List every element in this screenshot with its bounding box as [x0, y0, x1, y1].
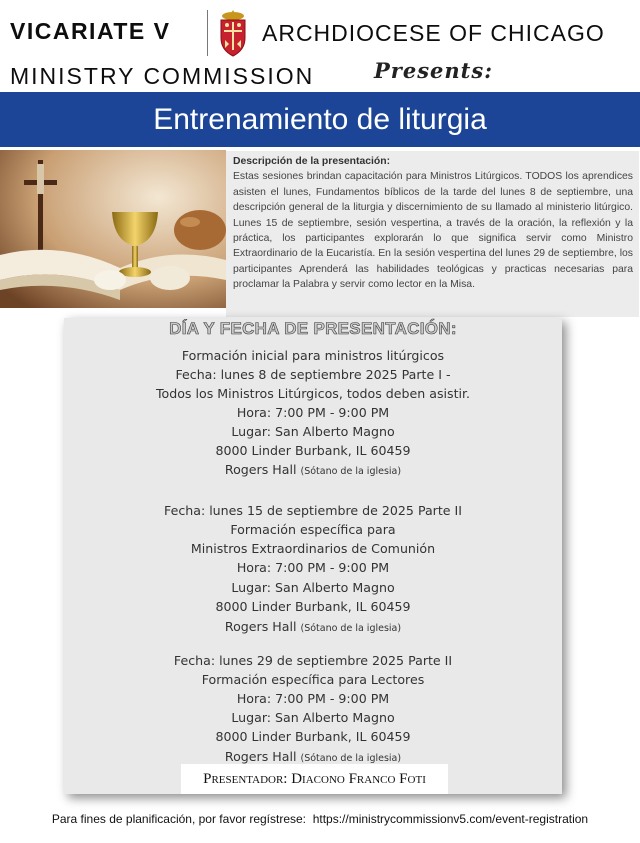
- session1-room-name: Rogers Hall: [224, 462, 297, 477]
- liturgy-photo: [0, 150, 226, 308]
- session2-line3: Ministros Extraordinarios de Comunión: [190, 541, 436, 556]
- session2-time: Hora: 7:00 PM - 9:00 PM: [236, 560, 390, 575]
- session3-room-name: Rogers Hall: [224, 749, 297, 764]
- session1-time: Hora: 7:00 PM - 9:00 PM: [236, 405, 390, 420]
- session1-place: Lugar: San Alberto Magno: [231, 424, 395, 439]
- session1-line3: Todos los Ministros Litúrgicos, todos deben asistir.: [155, 386, 471, 401]
- registration-footer: [0, 812, 640, 826]
- session1-line1: Formación inicial para ministros litúrgicos: [181, 348, 445, 363]
- schedule-title: DÍA Y FECHA DE PRESENTACIÓN:: [169, 319, 457, 338]
- description-heading: Descripción de la presentación:: [233, 156, 391, 167]
- session3-room: [64, 749, 562, 764]
- session3-line1: Fecha: lunes 29 de septiembre 2025 Parte II: [173, 653, 453, 668]
- session1-address: 8000 Linder Burbank, IL 60459: [215, 443, 411, 458]
- footer-label: Para fines de planificación, por favor regístrese:: [51, 812, 307, 826]
- session1-room-note: (Sótano de la iglesia): [300, 466, 402, 477]
- registration-link[interactable]: https://ministrycommissionv5.com/event-registration: [312, 812, 589, 826]
- banner-title: Entrenamiento de liturgia: [153, 103, 487, 136]
- vicariate-title: VICARIATE V: [10, 18, 171, 44]
- session2-address: 8000 Linder Burbank, IL 60459: [215, 599, 411, 614]
- session3-address: 8000 Linder Burbank, IL 60459: [215, 729, 411, 744]
- header-divider: [207, 10, 208, 56]
- session2-line1: Fecha: lunes 15 de septiembre de 2025 Parte II: [164, 503, 462, 518]
- session1-room: [64, 462, 562, 477]
- session2-room-note: (Sótano de la iglesia): [300, 623, 402, 634]
- session3-line2: Formación específica para Lectores: [201, 672, 425, 687]
- session3-room-note: (Sótano de la iglesia): [300, 753, 402, 764]
- session1-line2: Fecha: lunes 8 de septiembre 2025 Parte I -: [175, 367, 451, 382]
- commission-title: MINISTRY COMMISSION: [10, 63, 315, 89]
- session2-room: [64, 619, 562, 634]
- session3-time: Hora: 7:00 PM - 9:00 PM: [236, 691, 390, 706]
- presenter-label: Presentador: Diacono Franco Foti: [203, 771, 426, 787]
- description-body: Estas sesiones brindan capacitación para Ministros Litúrgicos. TODOS los aprendices asisten el lunes, Fundamentos bíblicos de la tarde del lunes 8 de septiembre, una descripción general de la liturgia y discernimiento de su llamado al ministerio litúrgico. Lunes 15 de septiembre, sesión vespertina, a través de la oración, la reflexión y la práctica, los participantes explorarán lo que significa servir como Ministro Extraordinario de la Eucaristía. En la sesión vespertina del lunes 29 de septiembre, los participantes Aprenderá las habilidades teológicas y practicas necesarias para proclamar la Palabra y servir como lector en la Misa.: [233, 171, 633, 291]
- session3-place: Lugar: San Alberto Magno: [231, 710, 395, 725]
- presents-label: Presents:: [374, 58, 493, 83]
- session2-line2: Formación específica para: [230, 522, 396, 537]
- session2-place: Lugar: San Alberto Magno: [231, 580, 395, 595]
- session2-room-name: Rogers Hall: [224, 619, 297, 634]
- archdiocese-seal-icon: [213, 8, 253, 58]
- archdiocese-title: ARCHDIOCESE OF CHICAGO: [262, 20, 605, 46]
- description: [233, 154, 633, 293]
